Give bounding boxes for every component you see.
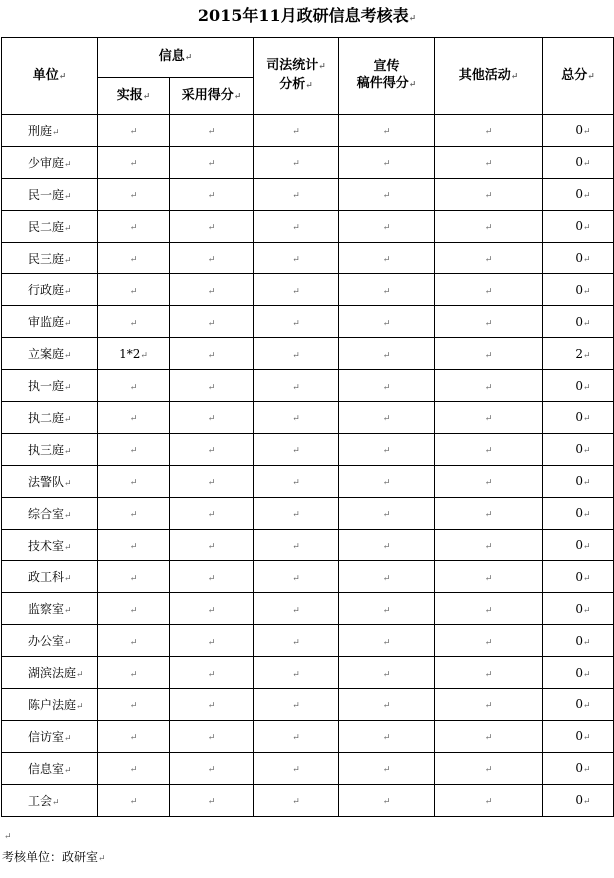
table-row	[2, 338, 614, 370]
page-title: 2015年11月政研信息考核表↵	[197, 6, 417, 25]
publicity-cell: ↵	[339, 433, 435, 465]
publicity-cell: ↵	[339, 146, 435, 178]
table-row	[2, 370, 614, 402]
publicity-cell: ↵	[339, 465, 435, 497]
judicial-stats-cell: ↵	[254, 178, 339, 210]
adopt-score-cell: ↵	[170, 370, 254, 402]
other-cell: ↵	[435, 561, 543, 593]
judicial-stats-cell: ↵	[254, 784, 339, 816]
header-adopt-score: 采用得分↵	[170, 78, 254, 115]
judicial-stats-cell: ↵	[254, 625, 339, 657]
report-cell: ↵	[98, 115, 170, 147]
publicity-cell: ↵	[339, 370, 435, 402]
unit-cell: 法警队↵	[2, 465, 98, 497]
unit-cell: 执一庭↵	[2, 370, 98, 402]
other-cell: ↵	[435, 689, 543, 721]
adopt-score-cell: ↵	[170, 306, 254, 338]
publicity-cell: ↵	[339, 242, 435, 274]
report-cell: ↵	[98, 146, 170, 178]
other-cell: ↵	[435, 593, 543, 625]
total-cell: 0↵	[543, 625, 614, 657]
adopt-score-cell: ↵	[170, 274, 254, 306]
publicity-cell: ↵	[339, 274, 435, 306]
other-cell: ↵	[435, 306, 543, 338]
judicial-stats-cell: ↵	[254, 402, 339, 434]
adopt-score-cell: ↵	[170, 784, 254, 816]
table-row	[2, 497, 614, 529]
report-cell: ↵	[98, 497, 170, 529]
adopt-score-cell: ↵	[170, 146, 254, 178]
header-info: 信息↵	[98, 38, 254, 78]
judicial-stats-cell: ↵	[254, 242, 339, 274]
judicial-stats-cell: ↵	[254, 115, 339, 147]
unit-cell: 民二庭↵	[2, 210, 98, 242]
judicial-stats-cell: ↵	[254, 210, 339, 242]
report-cell: ↵	[98, 210, 170, 242]
total-cell: 0↵	[543, 465, 614, 497]
header-total: 总分↵	[543, 38, 614, 115]
unit-cell: 办公室↵	[2, 625, 98, 657]
total-cell: 0↵	[543, 370, 614, 402]
judicial-stats-cell: ↵	[254, 497, 339, 529]
total-cell: 0↵	[543, 146, 614, 178]
table-row	[2, 657, 614, 689]
total-cell: 0↵	[543, 593, 614, 625]
judicial-stats-cell: ↵	[254, 338, 339, 370]
unit-cell: 民三庭↵	[2, 242, 98, 274]
other-cell: ↵	[435, 146, 543, 178]
table-row	[2, 784, 614, 816]
publicity-cell: ↵	[339, 338, 435, 370]
judicial-stats-cell: ↵	[254, 689, 339, 721]
other-cell: ↵	[435, 338, 543, 370]
publicity-cell: ↵	[339, 210, 435, 242]
publicity-cell: ↵	[339, 497, 435, 529]
total-cell: 0↵	[543, 657, 614, 689]
judicial-stats-cell: ↵	[254, 752, 339, 784]
judicial-stats-cell: ↵	[254, 146, 339, 178]
judicial-stats-cell: ↵	[254, 657, 339, 689]
other-cell: ↵	[435, 242, 543, 274]
publicity-cell: ↵	[339, 593, 435, 625]
table-row	[2, 178, 614, 210]
unit-cell: 综合室↵	[2, 497, 98, 529]
other-cell: ↵	[435, 657, 543, 689]
other-cell: ↵	[435, 784, 543, 816]
publicity-cell: ↵	[339, 178, 435, 210]
report-cell: ↵	[98, 370, 170, 402]
table-row	[2, 593, 614, 625]
header-publicity: 宣传 稿件得分↵	[339, 38, 435, 115]
table-row	[2, 146, 614, 178]
other-cell: ↵	[435, 433, 543, 465]
total-cell: 0↵	[543, 689, 614, 721]
adopt-score-cell: ↵	[170, 625, 254, 657]
judicial-stats-cell: ↵	[254, 465, 339, 497]
adopt-score-cell: ↵	[170, 178, 254, 210]
judicial-stats-cell: ↵	[254, 593, 339, 625]
table-row	[2, 242, 614, 274]
report-cell: ↵	[98, 689, 170, 721]
footer-note: 考核单位：政研室↵	[2, 850, 106, 864]
total-cell: 0↵	[543, 720, 614, 752]
unit-cell: 信访室↵	[2, 720, 98, 752]
table-row	[2, 115, 614, 147]
other-cell: ↵	[435, 720, 543, 752]
judicial-stats-cell: ↵	[254, 433, 339, 465]
total-cell: 0↵	[543, 561, 614, 593]
other-cell: ↵	[435, 625, 543, 657]
table-row	[2, 752, 614, 784]
publicity-cell: ↵	[339, 115, 435, 147]
header-actual-report: 实报↵	[98, 78, 170, 115]
unit-cell: 信息室↵	[2, 752, 98, 784]
table-row	[2, 720, 614, 752]
report-cell: 1*2↵	[98, 338, 170, 370]
publicity-cell: ↵	[339, 561, 435, 593]
adopt-score-cell: ↵	[170, 529, 254, 561]
adopt-score-cell: ↵	[170, 433, 254, 465]
other-cell: ↵	[435, 529, 543, 561]
para-mark: ↵	[4, 832, 12, 842]
report-cell: ↵	[98, 178, 170, 210]
unit-cell: 审监庭↵	[2, 306, 98, 338]
adopt-score-cell: ↵	[170, 402, 254, 434]
judicial-stats-cell: ↵	[254, 306, 339, 338]
judicial-stats-cell: ↵	[254, 370, 339, 402]
other-cell: ↵	[435, 402, 543, 434]
total-cell: 0↵	[543, 402, 614, 434]
table-row	[2, 625, 614, 657]
judicial-stats-cell: ↵	[254, 720, 339, 752]
other-cell: ↵	[435, 497, 543, 529]
other-cell: ↵	[435, 752, 543, 784]
table-row	[2, 402, 614, 434]
other-cell: ↵	[435, 274, 543, 306]
publicity-cell: ↵	[339, 689, 435, 721]
unit-cell: 政工科↵	[2, 561, 98, 593]
total-cell: 0↵	[543, 497, 614, 529]
unit-cell: 立案庭↵	[2, 338, 98, 370]
table-row	[2, 561, 614, 593]
total-cell: 0↵	[543, 242, 614, 274]
unit-cell: 执三庭↵	[2, 433, 98, 465]
adopt-score-cell: ↵	[170, 242, 254, 274]
publicity-cell: ↵	[339, 306, 435, 338]
adopt-score-cell: ↵	[170, 689, 254, 721]
unit-cell: 执二庭↵	[2, 402, 98, 434]
report-cell: ↵	[98, 752, 170, 784]
total-cell: 2↵	[543, 338, 614, 370]
publicity-cell: ↵	[339, 752, 435, 784]
total-cell: 0↵	[543, 529, 614, 561]
adopt-score-cell: ↵	[170, 593, 254, 625]
adopt-score-cell: ↵	[170, 720, 254, 752]
other-cell: ↵	[435, 115, 543, 147]
table-row	[2, 433, 614, 465]
adopt-score-cell: ↵	[170, 115, 254, 147]
report-cell: ↵	[98, 529, 170, 561]
report-cell: ↵	[98, 465, 170, 497]
publicity-cell: ↵	[339, 784, 435, 816]
table-row	[2, 274, 614, 306]
report-cell: ↵	[98, 402, 170, 434]
header-unit: 单位↵	[2, 38, 98, 115]
table-row	[2, 529, 614, 561]
adopt-score-cell: ↵	[170, 210, 254, 242]
other-cell: ↵	[435, 210, 543, 242]
publicity-cell: ↵	[339, 625, 435, 657]
table-row	[2, 465, 614, 497]
judicial-stats-cell: ↵	[254, 529, 339, 561]
total-cell: 0↵	[543, 433, 614, 465]
unit-cell: 技术室↵	[2, 529, 98, 561]
unit-cell: 工会↵	[2, 784, 98, 816]
publicity-cell: ↵	[339, 720, 435, 752]
report-cell: ↵	[98, 274, 170, 306]
report-cell: ↵	[98, 242, 170, 274]
judicial-stats-cell: ↵	[254, 274, 339, 306]
header-other: 其他活动↵	[435, 38, 543, 115]
publicity-cell: ↵	[339, 657, 435, 689]
unit-cell: 行政庭↵	[2, 274, 98, 306]
unit-cell: 刑庭↵	[2, 115, 98, 147]
table-row	[2, 306, 614, 338]
unit-cell: 陈户法庭↵	[2, 689, 98, 721]
other-cell: ↵	[435, 465, 543, 497]
header-judicial-stats: 司法统计↵ 分析↵	[254, 38, 339, 115]
total-cell: 0↵	[543, 115, 614, 147]
unit-cell: 湖滨法庭↵	[2, 657, 98, 689]
report-cell: ↵	[98, 625, 170, 657]
unit-cell: 少审庭↵	[2, 146, 98, 178]
adopt-score-cell: ↵	[170, 561, 254, 593]
total-cell: 0↵	[543, 306, 614, 338]
table-row	[2, 689, 614, 721]
other-cell: ↵	[435, 370, 543, 402]
total-cell: 0↵	[543, 178, 614, 210]
publicity-cell: ↵	[339, 529, 435, 561]
report-cell: ↵	[98, 561, 170, 593]
report-cell: ↵	[98, 657, 170, 689]
total-cell: 0↵	[543, 210, 614, 242]
report-cell: ↵	[98, 306, 170, 338]
adopt-score-cell: ↵	[170, 497, 254, 529]
adopt-score-cell: ↵	[170, 752, 254, 784]
unit-cell: 监察室↵	[2, 593, 98, 625]
assessment-table	[1, 37, 614, 817]
report-cell: ↵	[98, 593, 170, 625]
report-cell: ↵	[98, 784, 170, 816]
adopt-score-cell: ↵	[170, 465, 254, 497]
total-cell: 0↵	[543, 752, 614, 784]
judicial-stats-cell: ↵	[254, 561, 339, 593]
publicity-cell: ↵	[339, 402, 435, 434]
adopt-score-cell: ↵	[170, 338, 254, 370]
table-row	[2, 210, 614, 242]
total-cell: 0↵	[543, 784, 614, 816]
adopt-score-cell: ↵	[170, 657, 254, 689]
total-cell: 0↵	[543, 274, 614, 306]
other-cell: ↵	[435, 178, 543, 210]
report-cell: ↵	[98, 720, 170, 752]
report-cell: ↵	[98, 433, 170, 465]
unit-cell: 民一庭↵	[2, 178, 98, 210]
